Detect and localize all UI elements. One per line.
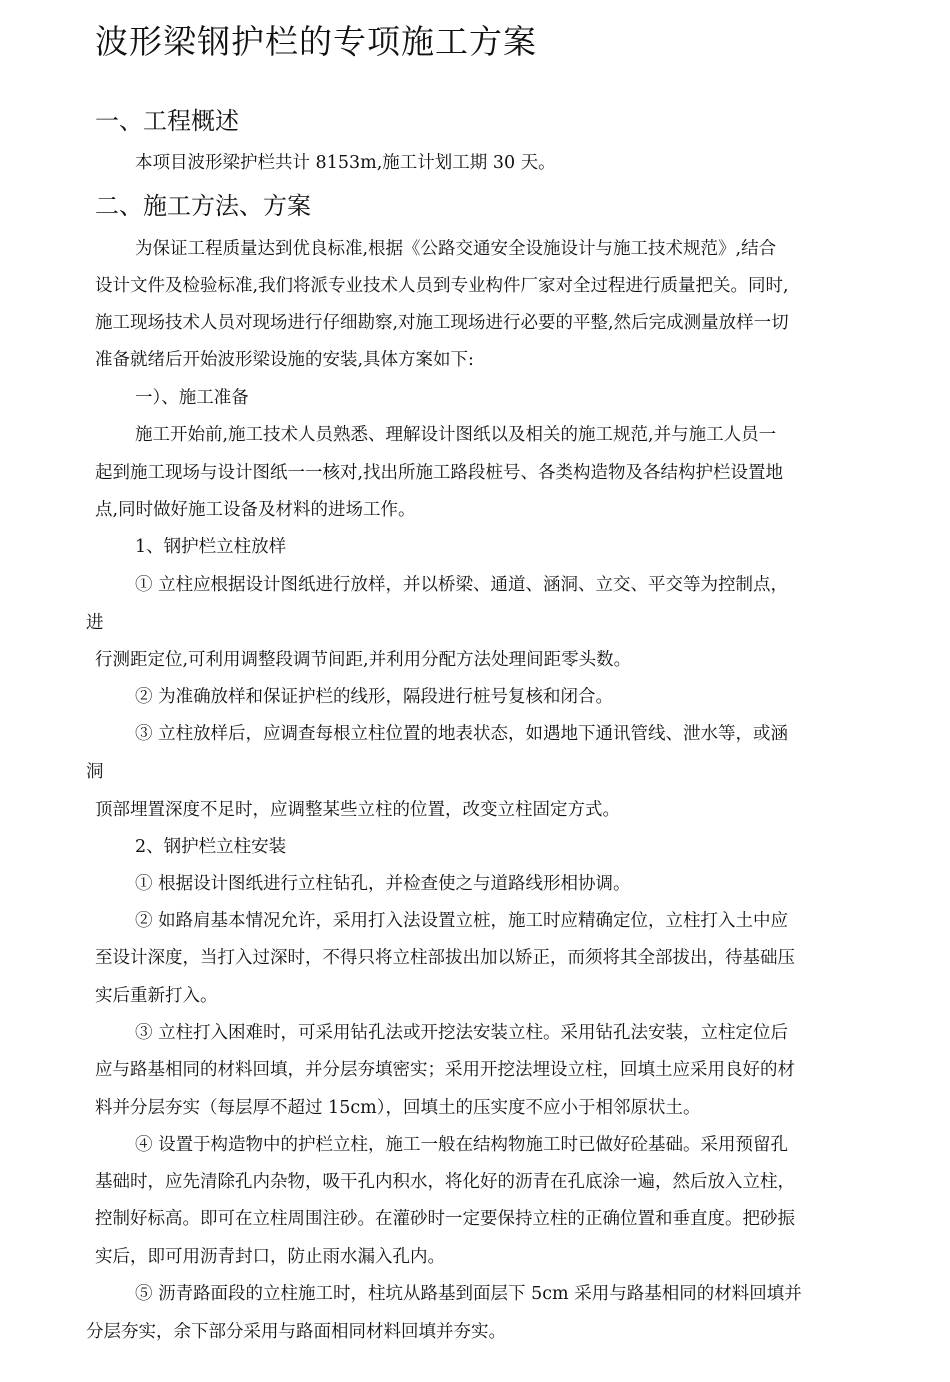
install-item-4-line: ④ 设置于构造物中的护栏立柱，施工一般在结构物施工时已做好砼基础。采用预留孔 <box>135 1135 789 1155</box>
method-intro-line: 准备就绪后开始波形梁设施的安装,具体方案如下: <box>95 350 474 370</box>
install-item-2-line: 实后重新打入。 <box>95 986 218 1006</box>
install-item-5-line: ⑤ 沥青路面段的立柱施工时，柱坑从路基到面层下 5cm 采用与路基相同的材料回填并 <box>135 1284 802 1304</box>
install-item-4-line: 控制好标高。即可在立柱周围注砂。在灌砂时一定要保持立柱的正确位置和垂直度。把砂振 <box>95 1209 795 1229</box>
overview-text: 本项目波形梁护栏共计 8153m,施工计划工期 30 天。 <box>135 153 556 173</box>
subheading-post-install: 2、钢护栏立柱安装 <box>135 837 287 857</box>
prep-line: 起到施工现场与设计图纸一一核对,找出所施工路段桩号、各类构造物及各结构护栏设置地 <box>95 463 784 483</box>
layout-item-2: ② 为准确放样和保证护栏的线形，隔段进行桩号复核和闭合。 <box>135 687 614 707</box>
layout-item-3-line: 顶部埋置深度不足时，应调整某些立柱的位置，改变立柱固定方式。 <box>95 800 620 820</box>
install-item-5-line: 分层夯实，余下部分采用与路面相同材料回填并夯实。 <box>86 1322 506 1342</box>
layout-item-3-line: ③ 立柱放样后，应调查每根立柱位置的地表状态，如遇地下通讯管线、泄水等，或涵 <box>135 724 789 744</box>
document-title: 波形梁钢护栏的专项施工方案 <box>95 22 537 61</box>
section-heading-method: 二、施工方法、方案 <box>95 192 311 220</box>
install-item-4-line: 实后，即可用沥青封口，防止雨水漏入孔内。 <box>95 1247 445 1267</box>
install-item-4-line: 基础时，应先清除孔内杂物，吸干孔内积水，将化好的沥青在孔底涂一遍，然后放入立柱， <box>95 1172 795 1192</box>
layout-item-1-line: ① 立柱应根据设计图纸进行放样，并以桥梁、通道、涵洞、立交、平交等为控制点， <box>135 575 789 595</box>
prep-line: 点,同时做好施工设备及材料的进场工作。 <box>95 500 416 520</box>
method-intro-line: 为保证工程质量达到优良标准,根据《公路交通安全设施设计与施工技术规范》,结合 <box>135 239 777 259</box>
install-item-3-line: ③ 立柱打入困难时，可采用钻孔法或开挖法安装立柱。采用钻孔法安装，立柱定位后 <box>135 1023 789 1043</box>
prep-heading: 一）、施工准备 <box>135 388 249 408</box>
method-intro-line: 施工现场技术人员对现场进行仔细勘察,对施工现场进行必要的平整,然后完成测量放样一切 <box>95 313 789 333</box>
layout-item-3-line: 洞 <box>86 762 104 782</box>
section-heading-overview: 一、工程概述 <box>95 107 239 135</box>
install-item-3-line: 料并分层夯实（每层厚不超过 15cm），回填土的压实度不应小于相邻原状土。 <box>95 1098 701 1118</box>
install-item-2-line: 至设计深度，当打入过深时，不得只将立柱部拔出加以矫正，而须将其全部拔出，待基础压 <box>95 948 795 968</box>
install-item-2-line: ② 如路肩基本情况允许，采用打入法设置立桩，施工时应精确定位，立柱打入土中应 <box>135 911 789 931</box>
prep-line: 施工开始前,施工技术人员熟悉、理解设计图纸以及相关的施工规范,并与施工人员一 <box>135 425 777 445</box>
subheading-post-layout: 1、钢护栏立柱放样 <box>135 537 287 557</box>
layout-item-1-line: 进 <box>86 613 104 633</box>
method-intro-line: 设计文件及检验标准,我们将派专业技术人员到专业构件厂家对全过程进行质量把关。同时, <box>95 276 789 296</box>
install-item-3-line: 应与路基相同的材料回填，并分层夯填密实；采用开挖法埋设立柱，回填土应采用良好的材 <box>95 1060 795 1080</box>
install-item-1: ① 根据设计图纸进行立柱钻孔，并检查使之与道路线形相协调。 <box>135 874 631 894</box>
layout-item-1-line: 行测距定位,可利用调整段调节间距,并利用分配方法处理间距零头数。 <box>95 650 632 670</box>
